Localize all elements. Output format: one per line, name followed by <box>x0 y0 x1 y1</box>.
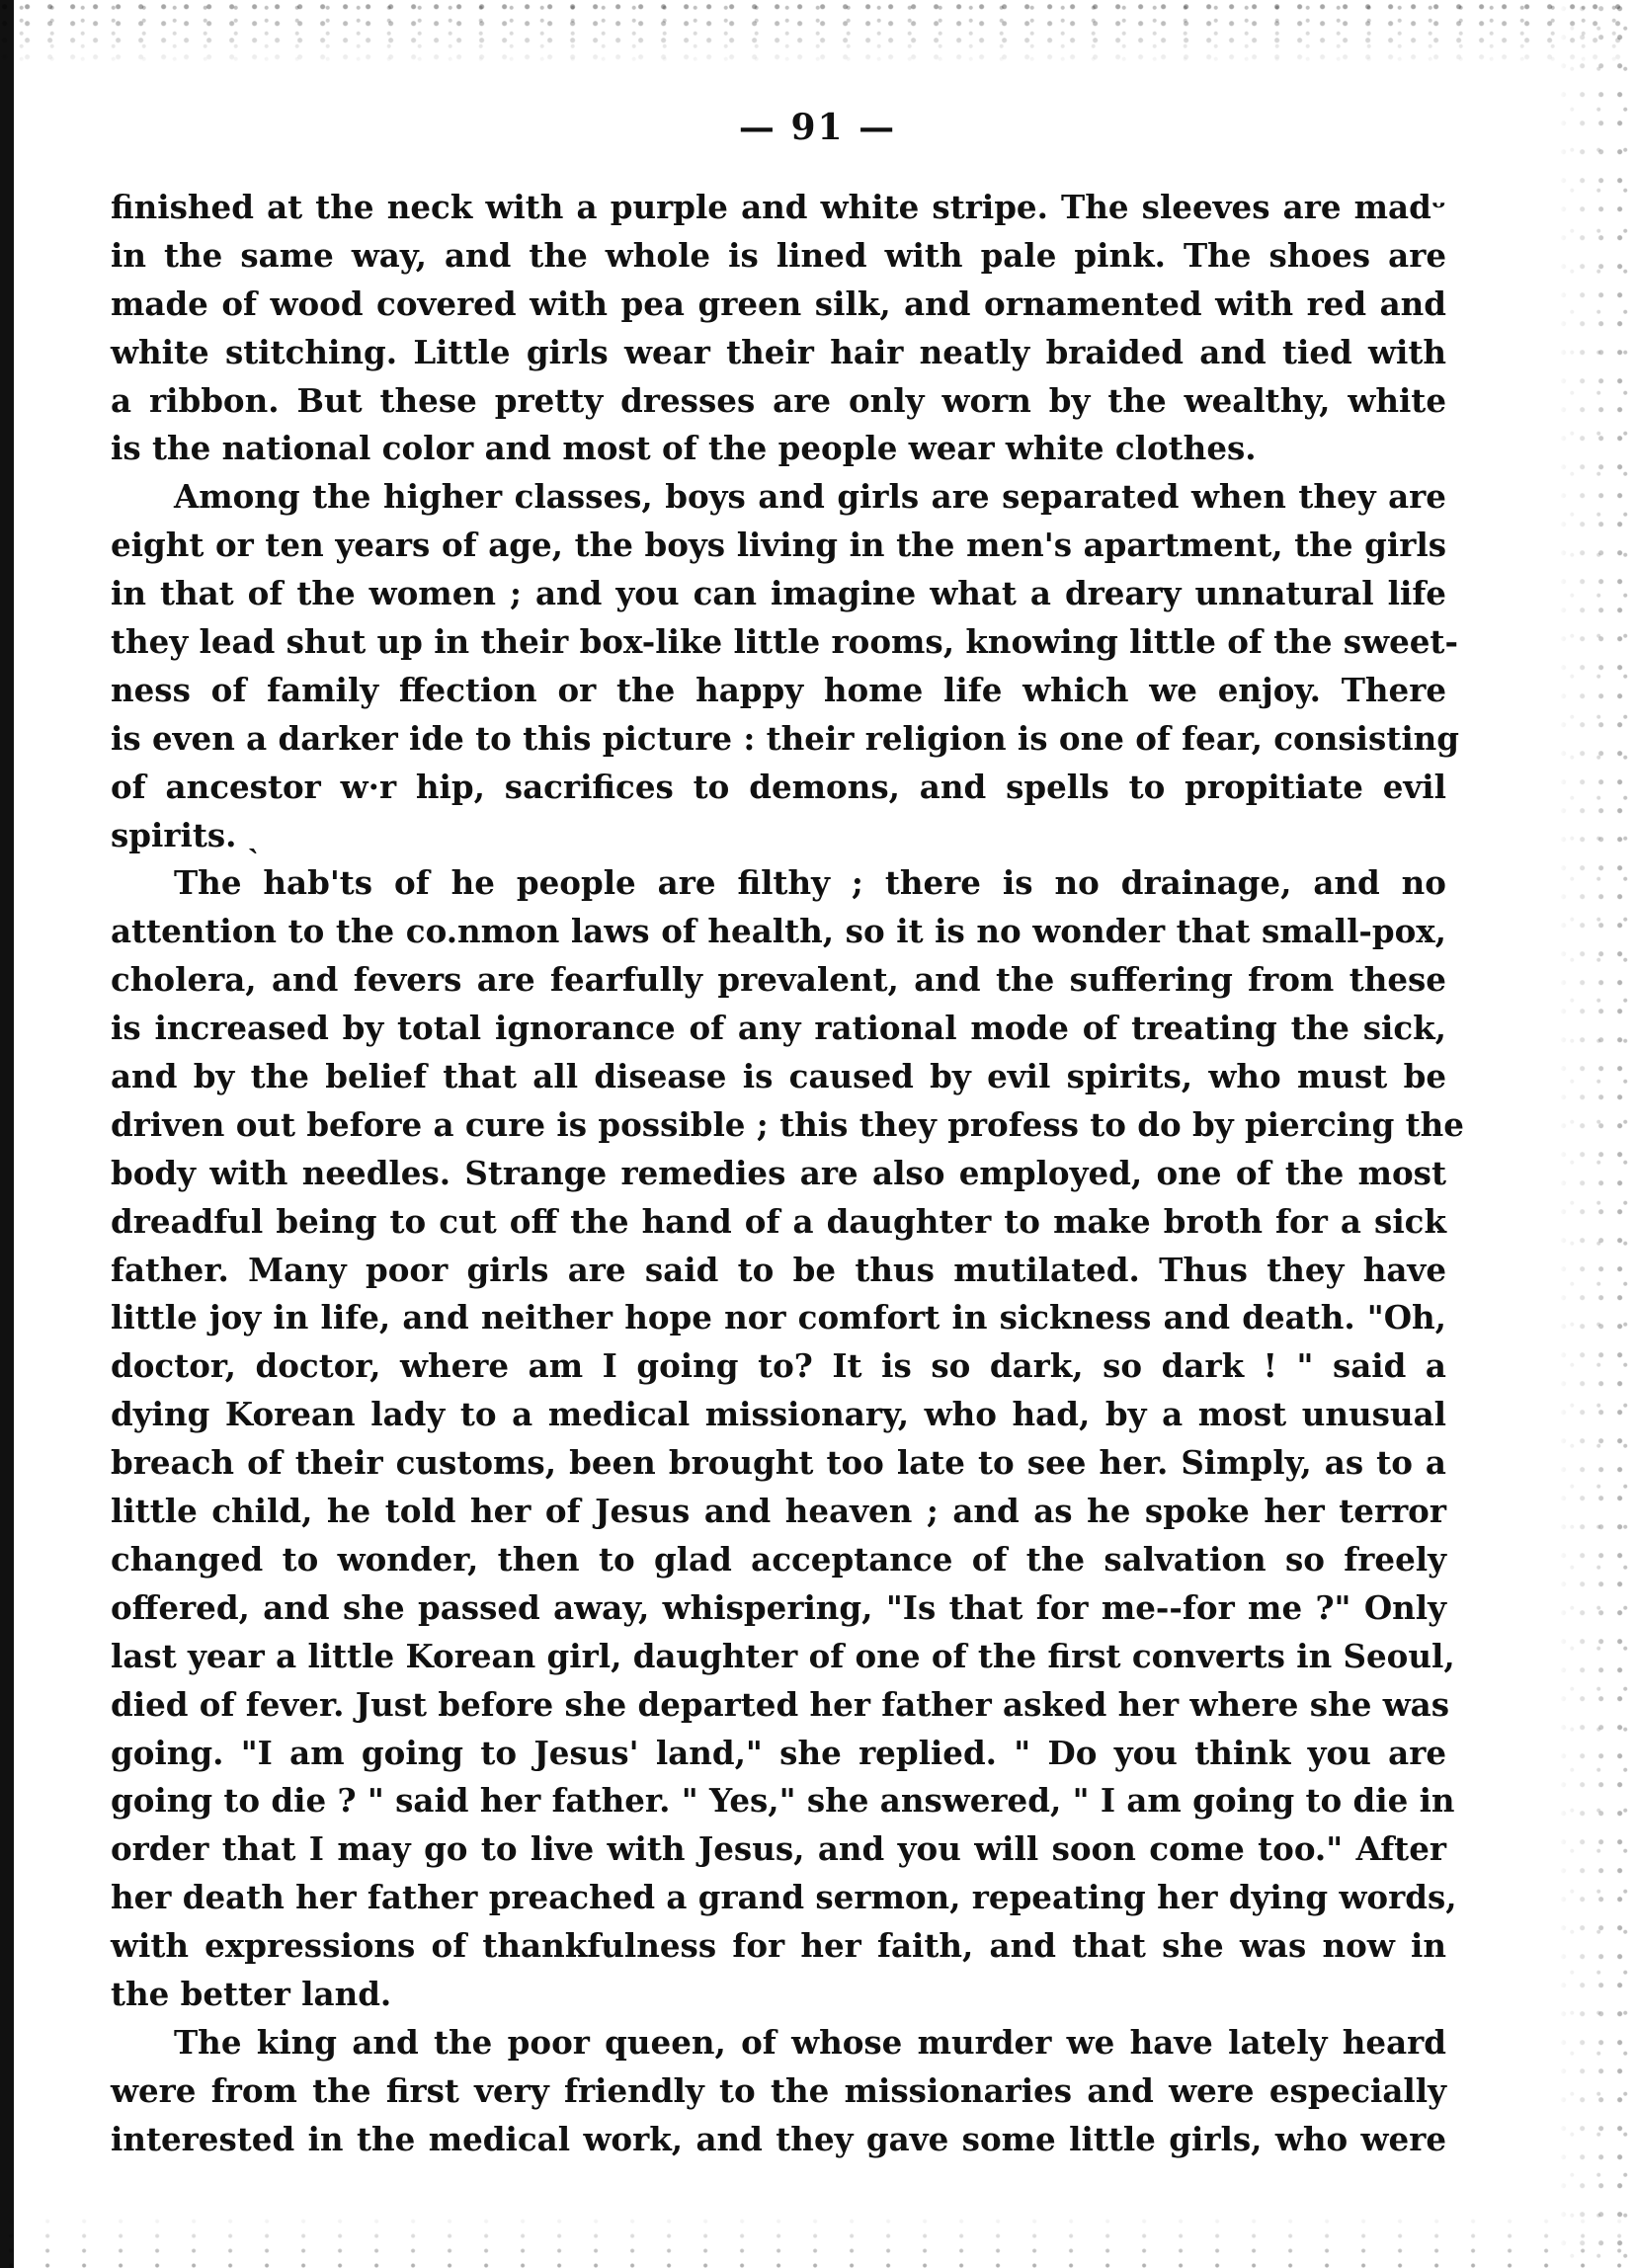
text-line: changed to wonder, then to glad acceptance of the salvation so freely <box>111 1539 1446 1579</box>
text-line: a ribbon. But these pretty dresses are only worn by the wealthy, white <box>111 380 1446 420</box>
text-line: interested in the medical work, and they gave some little girls, who were <box>111 2119 1446 2158</box>
text-line: made of wood covered with pea green silk, and ornamented with red and <box>111 284 1446 323</box>
text-line: breach of their customs, been brought too late to see her. Simply, as to a <box>111 1443 1446 1483</box>
text-line: offered, and she passed away, whispering, "Is that for me--for me ?" Only <box>111 1587 1446 1627</box>
text-line: the better land. <box>111 1974 392 2013</box>
text-line: in the same way, and the whole is lined with pale pink. The shoes are <box>111 235 1446 275</box>
text-line: dreadful being to cut off the hand of a daughter to make broth for a sick <box>111 1201 1446 1241</box>
text-line: little child, he told her of Jesus and heaven ; and as he spoke her terror <box>111 1492 1446 1531</box>
text-line: last year a little Korean girl, daughter of one of the first converts in Seoul, <box>111 1636 1455 1675</box>
page-number: — 91 — <box>738 107 897 148</box>
text-line: is even a darker ide to this picture : their religion is one of fear, consisting <box>111 718 1460 758</box>
text-line: and by the belief that all disease is caused by evil spirits, who must be <box>111 1057 1446 1096</box>
text-line: doctor, doctor, where am I going to? It is so dark, so dark ! " said a <box>111 1346 1446 1386</box>
scan-noise-top <box>0 0 1635 69</box>
text-line: of ancestor w·r hip, sacrifices to demons, and spells to propitiate evil <box>111 767 1446 806</box>
text-line: they lead shut up in their box-like little rooms, knowing little of the sweet- <box>111 622 1458 662</box>
text-line: father. Many poor girls are said to be thus mutilated. Thus they have <box>111 1250 1446 1289</box>
text-line: little joy in life, and neither hope nor comfort in sickness and death. "Oh, <box>111 1298 1446 1337</box>
text-line: her death her father preached a grand sermon, repeating her dying words, <box>111 1878 1457 1917</box>
text-line: with expressions of thankfulness for her faith, and that she was now in <box>111 1926 1446 1966</box>
text-line: eight or ten years of age, the boys living in the men's apartment, the girls <box>111 526 1446 565</box>
text-line: going to die ? " said her father. " Yes," she answered, " I am going to die in <box>111 1781 1455 1821</box>
text-line: dying Korean lady to a medical missionary, who had, by a most unusual <box>111 1395 1446 1434</box>
text-line: attention to the co.nmon laws of health, so it is no wonder that small-pox, <box>111 912 1446 951</box>
text-line: finished at the neck with a purple and white stripe. The sleeves are madᵕ <box>111 188 1446 226</box>
binding-edge <box>0 0 14 2268</box>
text-line: Among the higher classes, boys and girls are separated when they are <box>174 477 1446 517</box>
scan-noise-right <box>1556 0 1635 2268</box>
text-line: ness of family ffection or the happy home life which we enjoy. There <box>111 670 1446 709</box>
text-line: died of fever. Just before she departed her father asked her where she was <box>111 1684 1450 1724</box>
text-line: white stitching. Little girls wear their hair neatly braided and tied with <box>111 332 1446 371</box>
text-line: body with needles. Strange remedies are also employed, one of the most <box>111 1153 1446 1192</box>
text-line: going. "I am going to Jesus' land," she replied. " Do you think you are <box>111 1733 1446 1772</box>
text-line: driven out before a cure is possible ; this they profess to do by piercing the <box>111 1104 1464 1144</box>
text-line: were from the first very friendly to the missionaries and were especially <box>111 2070 1446 2110</box>
text-line: order that I may go to live with Jesus, and you will soon come too." After <box>111 1829 1446 1869</box>
body-text <box>111 184 1464 2164</box>
scan-noise-bottom <box>0 2214 1635 2268</box>
text-line: cholera, and fevers are fearfully prevalent, and the suffering from these <box>111 960 1446 1000</box>
text-line: The king and the poor queen, of whose murder we have lately heard <box>174 2022 1446 2062</box>
text-line: is the national color and most of the people wear white clothes. <box>111 429 1257 468</box>
text-line: is increased by total ignorance of any rational mode of treating the sick, <box>111 1009 1446 1048</box>
text-line: spirits. ˎ <box>111 815 259 854</box>
text-line: The hab'ts of he people are filthy ; there is no drainage, and no <box>174 863 1446 903</box>
text-line: in that of the women ; and you can imagine what a dreary unnatural life <box>111 574 1446 613</box>
